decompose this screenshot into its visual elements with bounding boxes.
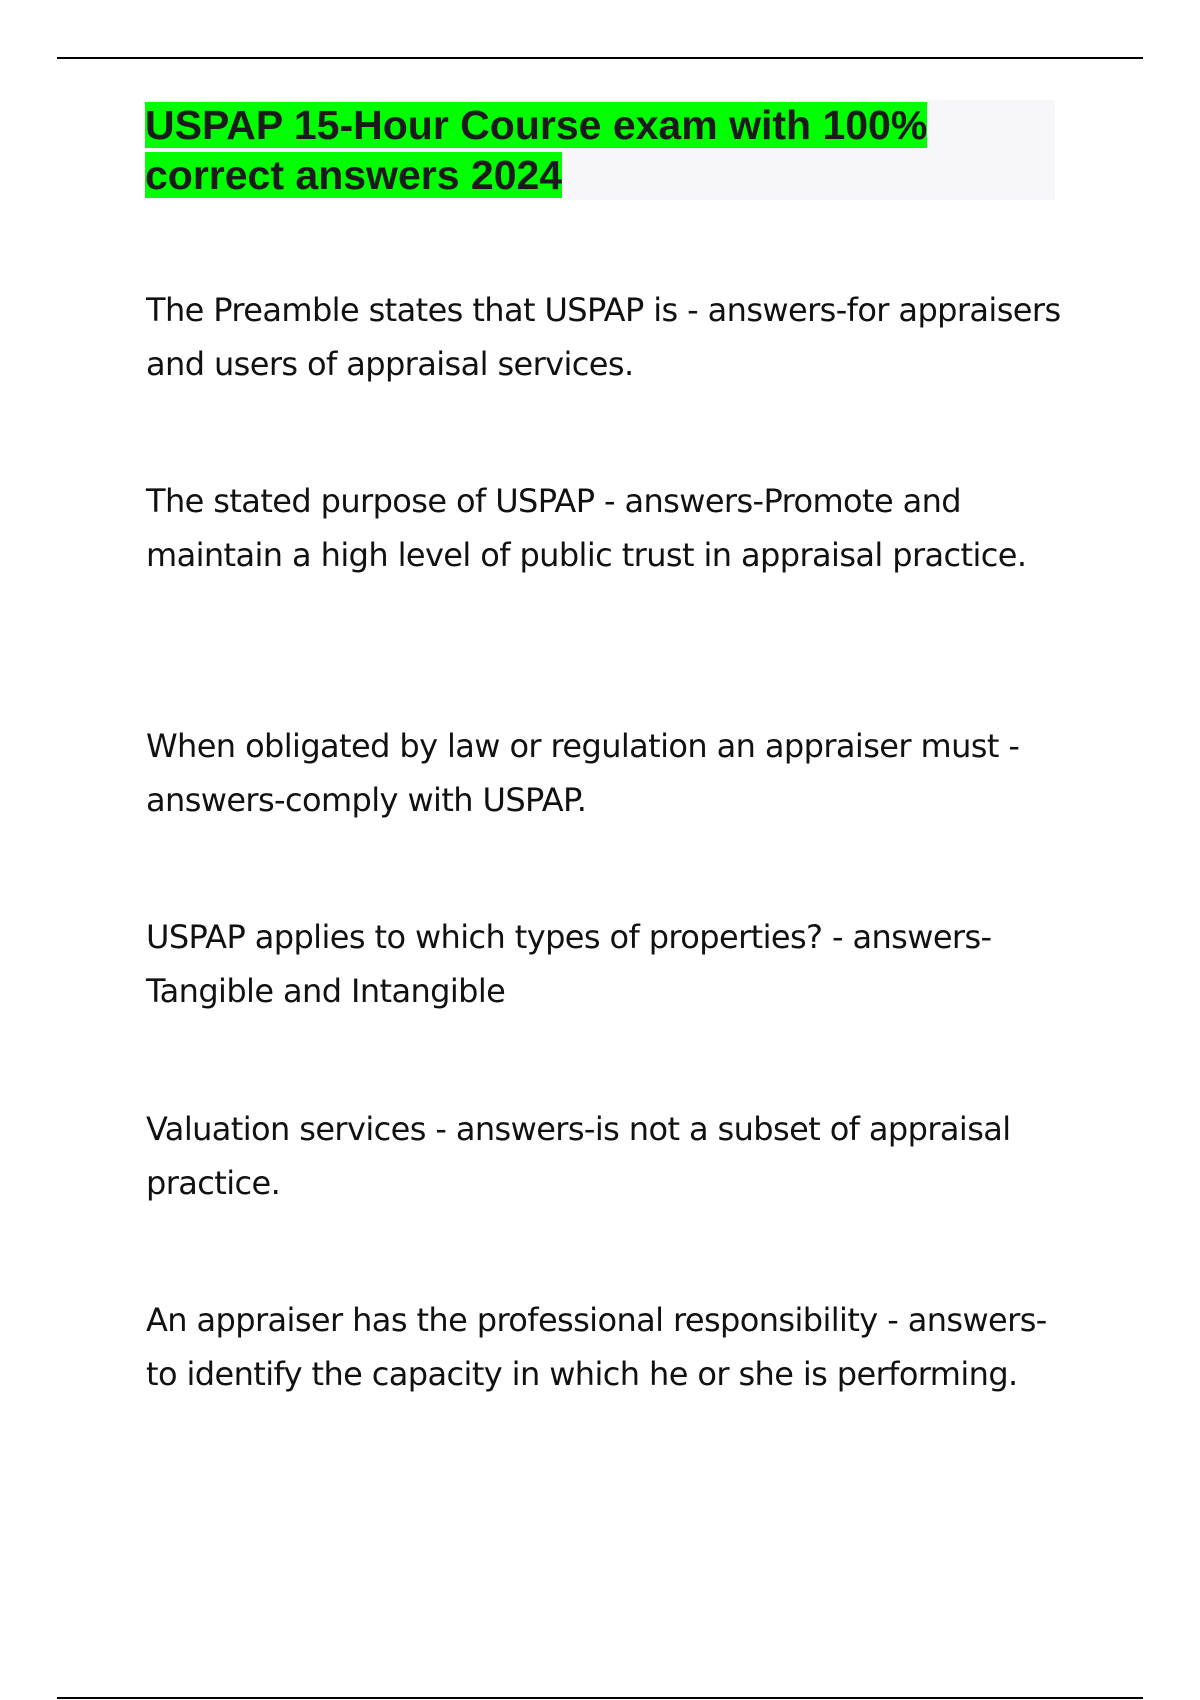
question-answer-1: The Preamble states that USPAP is - answers-for appraisers and users of appraisal services. xyxy=(146,291,1061,383)
document-title xyxy=(145,100,1025,200)
bottom-divider xyxy=(57,1697,1143,1699)
title-highlight: USPAP 15-Hour Course exam with 100% correct answers 2024 xyxy=(145,102,928,198)
question-answer-6: An appraiser has the professional responsibility - answers-to identify the capacity in which he or she is performing. xyxy=(146,1301,1047,1393)
question-answer-4: USPAP applies to which types of properties? - answers-Tangible and Intangible xyxy=(146,918,992,1010)
top-divider xyxy=(57,57,1143,59)
question-answer-3: When obligated by law or regulation an appraiser must - answers-comply with USPAP. xyxy=(146,727,1020,819)
title-block xyxy=(145,100,1055,200)
question-answer-5: Valuation services - answers-is not a subset of appraisal practice. xyxy=(146,1110,1011,1202)
question-answer-2: The stated purpose of USPAP - answers-Promote and maintain a high level of public trust in appraisal practice. xyxy=(146,482,1027,574)
